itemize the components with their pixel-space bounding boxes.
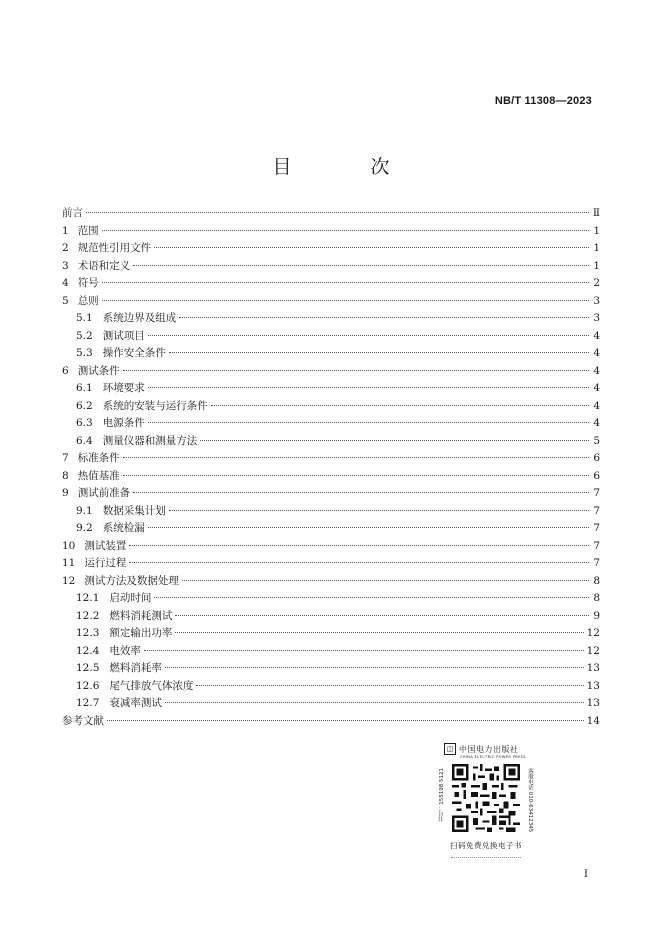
toc-entry[interactable] (62, 660, 600, 678)
toc-entry-page: 4 (593, 329, 600, 342)
toc-entry[interactable] (62, 520, 600, 538)
toc-entry-number: 5 (62, 294, 69, 307)
toc-entry-page: 4 (593, 417, 600, 429)
toc-entry-number: 6.2 (76, 399, 93, 412)
toc-dot-leader (175, 615, 589, 616)
toc-entry[interactable] (62, 310, 600, 328)
toc-entry-number: 12.7 (76, 697, 100, 709)
toc-dot-leader (86, 212, 589, 213)
service-phone-text: 客服电话 010-63412345 (527, 768, 533, 833)
toc-dot-leader (129, 545, 589, 546)
toc-dot-leader (169, 352, 589, 353)
toc-entry-label: 启动时间 (109, 592, 152, 604)
toc-dot-leader (148, 387, 589, 388)
toc-entry-page: 1 (593, 224, 600, 237)
toc-dot-leader (182, 580, 589, 581)
standard-number: NB/T 11308—2023 (494, 95, 592, 107)
toc-entry-page: 8 (593, 574, 600, 587)
toc-entry-label: 系统的安装与运行条件 (102, 399, 208, 412)
toc-dot-leader (211, 405, 589, 406)
toc-entry-page: 3 (593, 312, 600, 324)
toc-entry[interactable] (62, 363, 600, 381)
toc-entry-label: 电源条件 (102, 417, 145, 429)
toc-entry[interactable] (62, 608, 600, 626)
toc-entry-label: 电效率 (109, 644, 141, 657)
publisher-logo-icon: ◫ (444, 743, 456, 755)
toc-entry-number: 11 (62, 557, 76, 569)
toc-dot-leader (200, 440, 589, 441)
toc-dot-leader (107, 720, 584, 721)
toc-entry[interactable] (62, 380, 600, 398)
toc-entry-label: 燃料消耗测试 (109, 609, 173, 622)
toc-entry-page: 2 (593, 277, 600, 289)
toc-entry-label: 范围 (77, 224, 99, 237)
toc-entry-label: 符号 (77, 277, 99, 289)
toc-entry-page: 8 (593, 592, 600, 604)
toc-entry-number: 6.3 (76, 417, 93, 429)
toc-dot-leader (123, 370, 589, 371)
toc-entry-label: 总则 (77, 294, 99, 307)
toc-entry-label: 标准条件 (77, 452, 120, 464)
publisher-header (444, 743, 534, 755)
toc-entry-label: 测试装置 (84, 539, 127, 552)
toc-entry-number: 3 (62, 259, 69, 272)
toc-entry-number: 4 (62, 277, 69, 289)
toc-entry-page: 4 (593, 399, 600, 412)
toc-entry-number: 12.3 (76, 627, 100, 639)
toc-entry-label: 系统检漏 (102, 522, 145, 534)
publisher-name-en: CHINA ELECTRIC POWER PRESS (460, 755, 526, 759)
toc-entry[interactable] (62, 415, 600, 433)
toc-entry-page: 4 (593, 347, 600, 359)
toc-entry-number: 5.3 (76, 347, 93, 359)
toc-dot-leader (179, 317, 589, 318)
toc-entry[interactable] (62, 240, 600, 258)
toc-entry-number: 12.2 (76, 609, 100, 622)
toc-entry[interactable] (62, 433, 600, 451)
toc-entry-label: 前言 (62, 207, 83, 219)
toc-entry-number: 12.1 (76, 592, 100, 604)
toc-entry-page: 7 (593, 522, 600, 534)
toc-dot-leader (175, 632, 583, 633)
toc-entry[interactable] (62, 485, 600, 503)
toc-dot-leader (133, 492, 589, 493)
toc-dot-leader (154, 247, 589, 248)
toc-dot-leader (102, 282, 589, 283)
toc-entry[interactable] (62, 450, 600, 468)
toc-entry-number: 9 (62, 487, 69, 499)
toc-entry-page: 7 (593, 539, 600, 552)
toc-dot-leader (144, 650, 584, 651)
page-number: I (584, 869, 588, 880)
qr-divider (451, 857, 521, 858)
toc-entry[interactable] (62, 345, 600, 363)
qr-caption: 扫码免费兑换电子书 (450, 841, 522, 850)
toc-entry-label: 燃料消耗率 (109, 662, 162, 674)
toc-entry-page: 12 (586, 627, 600, 639)
toc-entry-page: 5 (593, 434, 600, 447)
toc-entry-page: 1 (593, 242, 600, 254)
toc-entry[interactable] (62, 573, 600, 591)
toc-entry-label: 系统边界及组成 (102, 312, 177, 324)
toc-entry[interactable] (62, 678, 600, 696)
toc-entry-label: 热值基准 (77, 469, 120, 482)
toc-entry-page: 6 (593, 469, 600, 482)
toc-dot-leader (133, 265, 589, 266)
toc-entry-label: 测试项目 (102, 329, 145, 342)
toc-entry[interactable] (62, 713, 600, 731)
toc-dot-leader (165, 667, 584, 668)
toc-entry-number: 8 (62, 469, 69, 482)
toc-entry-label: 衰减率测试 (109, 697, 162, 709)
toc-entry-page: 9 (593, 609, 600, 622)
toc-entry[interactable] (62, 468, 600, 486)
qr-promo (438, 743, 534, 871)
toc-entry-label: 额定输出功率 (109, 627, 173, 639)
toc-entry-number: 6.1 (76, 382, 93, 394)
toc-entry-page: 4 (593, 364, 600, 377)
toc-entry-page: 12 (586, 644, 600, 657)
toc-entry-label: 测量仪器和测量方法 (102, 434, 198, 447)
toc-dot-leader (129, 562, 589, 563)
toc-entry-page: 13 (586, 697, 600, 709)
toc-entry[interactable] (62, 643, 600, 661)
toc-entry-page: 7 (593, 504, 600, 517)
table-of-contents (62, 205, 600, 730)
toc-entry-number: 12 (62, 574, 76, 587)
toc-entry-page: 7 (593, 557, 600, 569)
toc-dot-leader (148, 335, 589, 336)
toc-entry[interactable] (62, 590, 600, 608)
toc-entry-number: 1 (62, 224, 69, 237)
toc-entry[interactable] (62, 555, 600, 573)
toc-entry-page: 13 (586, 679, 600, 692)
toc-entry[interactable] (62, 538, 600, 556)
toc-entry-label: 环境要求 (102, 382, 145, 394)
qr-code-icon[interactable] (452, 764, 520, 832)
toc-entry-label: 测试方法及数据处理 (84, 574, 179, 587)
toc-entry-page: Ⅱ (592, 207, 600, 219)
toc-entry-number: 12.5 (76, 662, 100, 674)
toc-entry-page: 4 (593, 382, 600, 394)
toc-entry[interactable] (62, 275, 600, 293)
toc-entry-number: 5.1 (76, 312, 93, 324)
toc-entry[interactable] (62, 398, 600, 416)
page-title: 目 次 (272, 156, 420, 178)
toc-entry-label: 运行过程 (84, 557, 127, 569)
toc-dot-leader (123, 475, 589, 476)
toc-entry-label: 参考文献 (62, 714, 104, 727)
toc-entry-page: 3 (593, 294, 600, 307)
toc-dot-leader (148, 527, 589, 528)
toc-dot-leader (102, 300, 589, 301)
toc-entry-page: 13 (586, 662, 600, 674)
toc-entry-number: 10 (62, 539, 76, 552)
toc-entry[interactable] (62, 328, 600, 346)
toc-entry-page: 6 (593, 452, 600, 464)
toc-entry-label: 数据采集计划 (102, 504, 166, 517)
toc-entry-page: 7 (593, 487, 600, 499)
toc-entry[interactable] (62, 695, 600, 713)
toc-dot-leader (154, 597, 589, 598)
toc-entry-number: 12.4 (76, 644, 100, 657)
toc-entry[interactable] (62, 258, 600, 276)
toc-entry-number: 7 (62, 452, 69, 464)
toc-dot-leader (102, 230, 589, 231)
publisher-name: 中国电力出版社 (459, 744, 519, 754)
toc-entry-label: 尾气排放气体浓度 (109, 679, 194, 692)
toc-entry-number: 6.4 (76, 434, 93, 447)
toc-entry-page: 1 (593, 259, 600, 272)
toc-entry-label: 操作安全条件 (102, 347, 166, 359)
toc-entry-number: 2 (62, 242, 69, 254)
toc-entry-label: 测试条件 (77, 364, 120, 377)
toc-entry[interactable] (62, 205, 600, 223)
toc-entry-number: 9.2 (76, 522, 93, 534)
toc-entry[interactable] (62, 293, 600, 311)
toc-dot-leader (148, 422, 589, 423)
isbn-text: 书号：155198·5121 (439, 768, 445, 822)
toc-entry-label: 术语和定义 (77, 259, 131, 272)
toc-dot-leader (123, 457, 589, 458)
toc-entry-number: 6 (62, 364, 69, 377)
toc-entry-number: 12.6 (76, 679, 100, 692)
toc-entry[interactable] (62, 503, 600, 521)
toc-entry-number: 9.1 (76, 504, 93, 517)
toc-entry-number: 5.2 (76, 329, 93, 342)
toc-entry[interactable] (62, 223, 600, 241)
toc-entry-label: 规范性引用文件 (77, 242, 152, 254)
toc-entry[interactable] (62, 625, 600, 643)
toc-dot-leader (196, 685, 583, 686)
toc-dot-leader (165, 702, 584, 703)
toc-entry-page: 14 (586, 714, 600, 727)
toc-dot-leader (169, 510, 589, 511)
toc-entry-label: 测试前准备 (77, 487, 131, 499)
